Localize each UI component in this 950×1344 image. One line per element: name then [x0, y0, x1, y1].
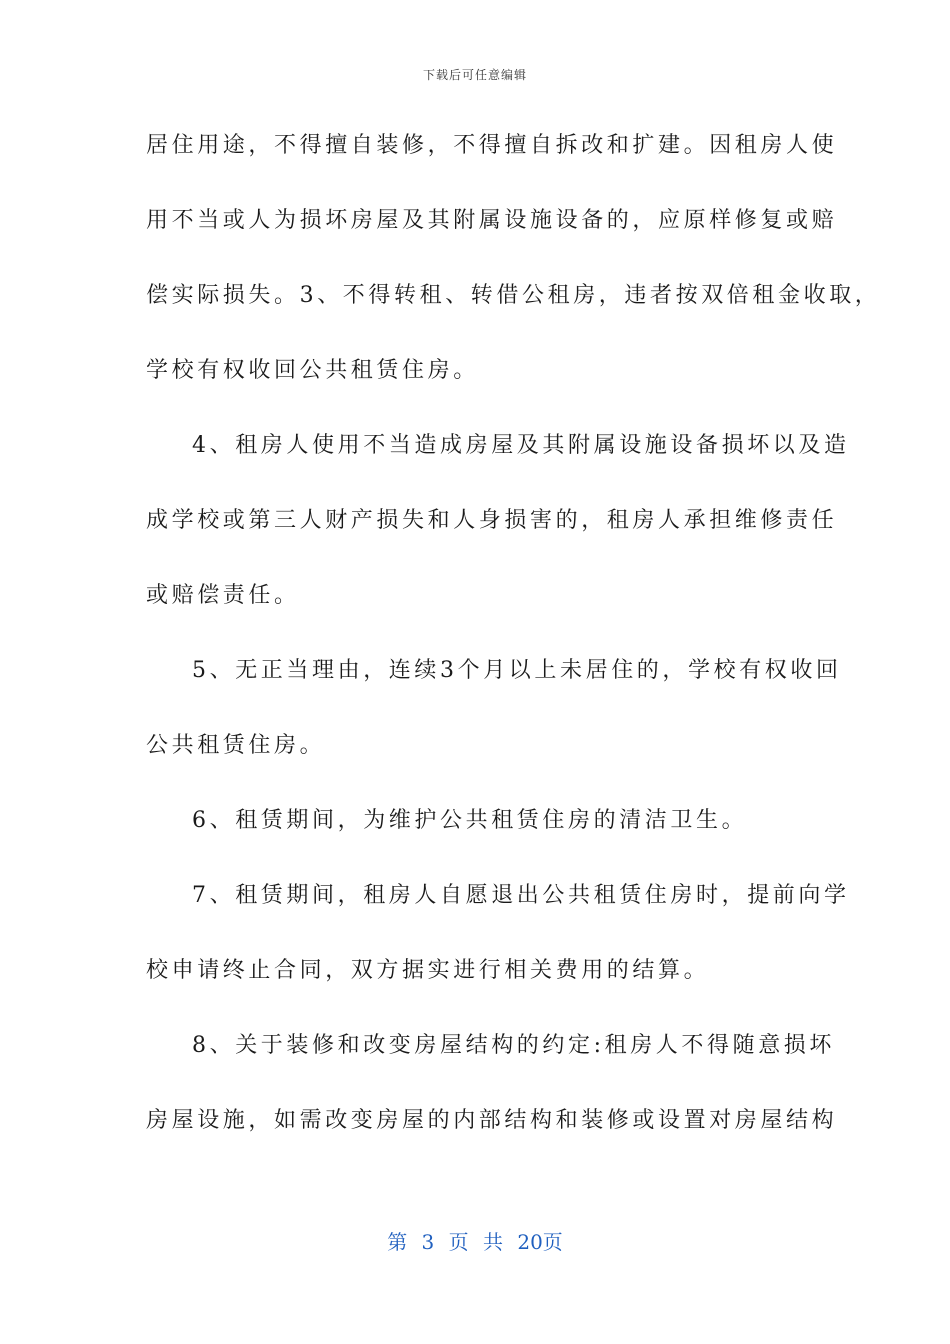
text-line: 房屋设施，如需改变房屋的内部结构和装修或设置对房屋结构: [146, 1108, 838, 1133]
text-line: 校申请终止合同，双方据实进行相关费用的结算。: [146, 958, 710, 983]
page-number-footer: 第 3 页 共 20页: [387, 1230, 563, 1254]
text-line: 学校有权收回公共租赁住房。: [146, 358, 479, 383]
paragraph-start-line: 5、无正当理由，连续3个月以上未居住的，学校有权收回: [192, 658, 842, 683]
document-body: [146, 127, 881, 1177]
paragraph-start-line: 7、租赁期间，租房人自愿退出公共租赁住房时，提前向学: [192, 883, 850, 908]
paragraph-start-line: 6、租赁期间，为维护公共租赁住房的清洁卫生。: [192, 808, 748, 833]
text-line: 成学校或第三人财产损失和人身损害的，租房人承担维修责任: [146, 508, 838, 533]
text-line: 居住用途，不得擅自装修，不得擅自拆改和扩建。因租房人使: [146, 133, 838, 158]
text-line: 用不当或人为损坏房屋及其附属设施设备的，应原样修复或赔: [146, 208, 838, 233]
text-line: 偿实际损失。3、不得转租、转借公租房，违者按双倍租金收取，: [146, 283, 881, 308]
paragraph-start-line: 4、租房人使用不当造成房屋及其附属设施设备损坏以及造: [192, 433, 850, 458]
text-line: 或赔偿责任。: [146, 583, 300, 608]
text-line: 公共租赁住房。: [146, 733, 326, 758]
download-editable-note: 下载后可任意编辑: [422, 68, 527, 82]
paragraph-start-line: 8、关于装修和改变房屋结构的约定:租房人不得随意损坏: [192, 1033, 836, 1058]
